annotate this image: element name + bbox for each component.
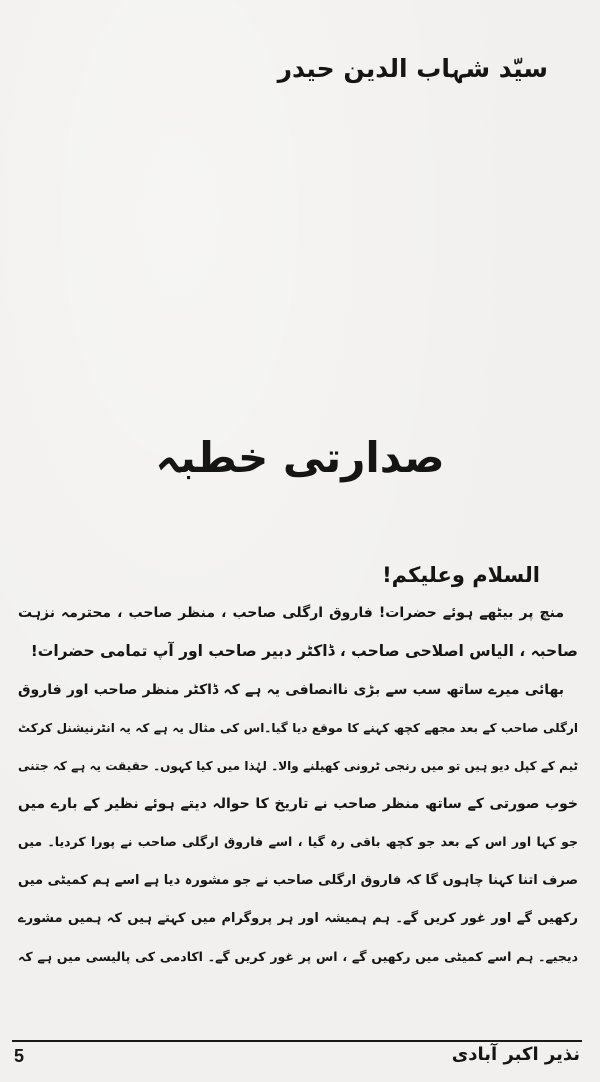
- text-line-9: رکھیں گے اور غور کریں گے۔ ہم ہمیشہ اور ہر پروگرام میں کہتے ہیں کہ ہمیں مشورے: [18, 910, 578, 926]
- text-line-1: منچ پر بیٹھے ہوئے حضرات! فاروق ارگلی صاحب ، منظر صاحب ، محترمہ نزہت: [18, 605, 564, 622]
- text-line-4: ارگلی صاحب کے بعد مجھے کچھ کہنے کا موقع دیا گیا۔اس کی مثال یہ ہے کہ یہ انٹرنیشنل کرکٹ: [18, 720, 578, 735]
- text-line-3: بھائی میرے ساتھ سب سے بڑی ناانصافی یہ ہے کہ ڈاکٹر منظر صاحب اور فاروق: [18, 681, 564, 698]
- text-line-5: ٹیم کے کپل دیو ہیں تو میں رنجی ٹرونی کھیلنے والا۔ لہٰذا میں کیا کہوں۔ حقیقت یہ ہے کہ جتنی: [18, 758, 578, 773]
- speech-body: [18, 556, 578, 976]
- text-line-8: صرف اتنا کہنا چاہوں گا کہ فاروق ارگلی صاحب نے جو مشورہ دیا ہے اسے ہم کمیٹی میں: [18, 872, 578, 888]
- text-line-10: دیجیے۔ ہم اسے کمیٹی میں رکھیں گے ، اس پر غور کریں گے۔ اکادمی کی پالیسی میں ہے کہ: [18, 948, 578, 964]
- text-line-2: صاحبہ ، الیاس اصلاحی صاحب ، ڈاکٹر دبیر صاحب اور آپ تمامی حضرات!: [30, 642, 578, 661]
- footer-book-title: نذیر اکبر آبادی: [451, 1044, 580, 1065]
- page-title: صدارتی خطبہ: [155, 433, 445, 482]
- author-name: سیّد شہاب الدین حیدر: [277, 54, 548, 83]
- text-line-6: خوب صورتی کے ساتھ منظر صاحب نے تاریخ کا حوالہ دیتے ہوئے نظیر کے بارے میں: [18, 796, 578, 813]
- footer-rule: [12, 1040, 582, 1042]
- page-number: 5: [14, 1046, 25, 1066]
- text-line-7: جو کہا اور اس کے بعد جو کچھ باقی رہ گیا ، اسے فاروق ارگلی صاحب نے پورا کردیا۔ میں: [18, 834, 578, 850]
- greeting-line: السلام وعلیکم!: [382, 563, 540, 587]
